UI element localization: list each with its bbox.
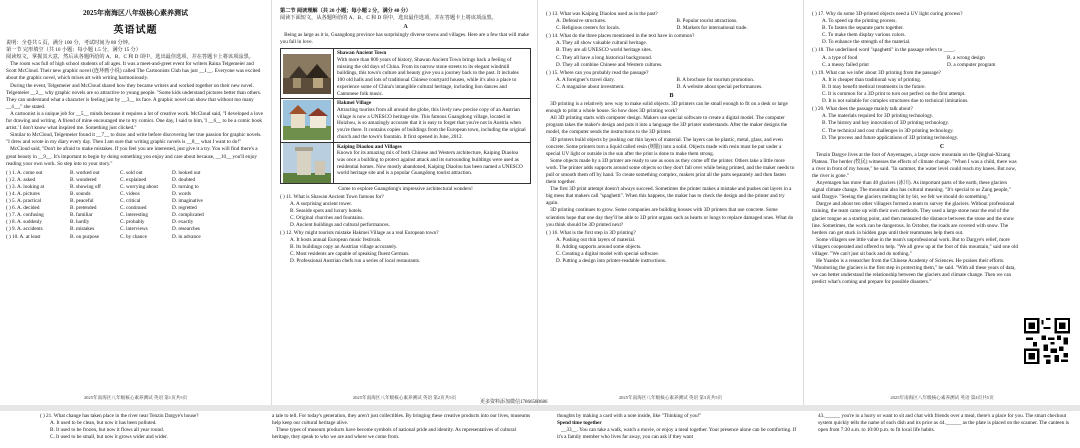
place-row xyxy=(281,49,530,98)
option: C. critical xyxy=(120,198,141,205)
options-grid xyxy=(546,18,797,32)
question xyxy=(546,33,797,68)
paragraph: He Yuanbo is a researcher from the Chinese Academy of Sciences. He praises their efforts. "Monitoring the glaciers is the first step in protecting them," he said. "With all these years of data, we can better understand the relationship between the glaciers and climate change. Then we can predict what's coming and prepare for possible disasters." xyxy=(812,258,1016,286)
option: D. turning to xyxy=(172,183,199,190)
option: D. a computer program xyxy=(947,61,996,68)
subheading: Spend time together xyxy=(557,420,602,427)
option: D. They all combine Chinese and Western cultures. xyxy=(556,61,663,68)
option: B. The history and key innovation of 3D printing technology. xyxy=(822,120,950,127)
page-5-fragment xyxy=(40,413,240,441)
question-stem: ( ) 15. Where can you probably read the passage? xyxy=(546,69,649,76)
option: C. They all have a long historical background. xyxy=(556,54,652,61)
option: C. a messy failed print xyxy=(822,61,869,68)
section-instruction: 阅读下面短文，从各题所给的 A、B、C 和 D 项中，选出最佳选项，并在答题卡上将该项涂黑。 xyxy=(280,15,497,22)
option: C. explained xyxy=(120,176,147,183)
option: B. wondered xyxy=(70,176,97,183)
option: C. Creating a digital model with special software. xyxy=(556,251,660,257)
section-heading: 第二节 阅读理解（共 20 小题；每小题 2 分，满分 40 分） xyxy=(280,8,411,14)
option: C. Original churches and fountains. xyxy=(290,214,364,221)
option: B. sounds xyxy=(70,190,91,197)
instructions xyxy=(6,40,265,61)
paragraph: Dargye and about ten other villagers formed a team to survey the glaciers. Without professional training, the team came up with their own methods. They used a large stone near the end of the glacier tongue as a starting point, and then measured the distance between the stone and the snow line. Sometimes, the work can be dangerous. In October, the roads are covered with snow. The herders can get stuck in hidden gaps until their teammates help them out. xyxy=(812,201,1015,236)
paragraph: A cartoonist is a unique job for __5__ minds because it requires a lot of creative work. McCloud said, "I developed a love for drawing and writing. A friend of mine encouraged me to try comics. One day, I said to him, 'I __6__ to be a comic book artist.' I don't know what inspired me. Something just clicked." xyxy=(6,110,263,132)
option: D. Markets for international trade. xyxy=(676,25,748,32)
contact-footer: 更多资料添加微信17866580686 xyxy=(480,400,548,405)
option: D. Professional Austrian chefs run a series of local restaurants. xyxy=(290,258,421,265)
question xyxy=(280,230,531,265)
question-stem: ( ) 13. What was Kaiping Diaolou used as in the past? xyxy=(546,11,658,17)
option: ( ) 10. A. at least xyxy=(6,233,41,240)
intro: Being as large as it is, Guangdong province has surprisingly diverse towns and villages. Here are a few that will make you fall in love. xyxy=(280,32,529,46)
question xyxy=(546,230,797,265)
paragraph: McCloud said, "Don't be afraid to make mistakes. If you feel you are interested, just give it a try. You will find there's a great beauty in __9__. It's important to begin by doing something you enjoy and care about because, __10__ you'll enjoy reading your own work. So step into to your story." xyxy=(6,146,258,167)
paragraph: Anyemagen has more than 40 glaciers (冰川). As important parts of the earth, these glaciers signal climate change. The mountain also has cultural meaning. "It's special to us Zang people," said Dargye. "Seeing the glaciers melting bit by bit, we felt we should do something." xyxy=(812,180,1011,201)
option: C. continued xyxy=(120,205,147,212)
option: ( ) 1. A. come out xyxy=(6,169,43,176)
option: D. regretted xyxy=(172,205,197,212)
option: ( ) 3. A. looking at xyxy=(6,183,45,190)
qr-code-image xyxy=(1024,318,1070,364)
option: C. It is common for a 3D print to turn out perfect on the first attempt. xyxy=(822,91,966,98)
options-grid xyxy=(546,77,797,91)
option: ( ) 9. A. accidents xyxy=(6,226,43,233)
option: B. To fasten the separate parts together. xyxy=(822,25,904,32)
paragraph: During the event, Telgemeier and McCloud shared how they became writers and worked together on their new novel. Telgemeier __2__ why graphic novels are so attractive to young people. "Some kids understand pictures better than others. They can understand what a character is feeling just by __3__ its face. A graphic novel can show that without too many __4__," she stated. xyxy=(6,82,262,110)
question xyxy=(812,70,1072,105)
option: B. Popular tourist attractions. xyxy=(676,18,738,25)
cloze-options xyxy=(6,170,265,241)
question xyxy=(280,194,531,229)
option: D. complicated xyxy=(172,212,204,219)
option: D. The process and future applications of 3D printing technology. xyxy=(822,134,959,141)
option: A. Pushing out thin layers of material. xyxy=(556,236,636,243)
option: C. It used to be small, but now it grows wider and wider. xyxy=(50,434,168,441)
option: D. To enhance the strength of the material. xyxy=(822,39,911,46)
option: D. Ancient buildings and cultural performances. xyxy=(290,221,390,228)
page-6-fragment xyxy=(272,413,532,441)
option: B. They are all UNESCO world heritage sites. xyxy=(556,47,652,54)
town-photo xyxy=(281,49,334,98)
option: A. The materials required for 3D printing technology. xyxy=(822,113,934,120)
page-8-fragment xyxy=(818,413,1073,434)
village-photo xyxy=(281,99,334,141)
passage-letter: C xyxy=(939,143,945,150)
option: B. It used to be frozen, but now it flows all year round. xyxy=(50,427,164,434)
option: A. They all show valuable cultural heritage. xyxy=(556,40,647,47)
option: ( ) 2. A. asked xyxy=(6,176,36,183)
question-stem: ( ) 18. The underlined word "spaghetti" in the passage refers to ____. xyxy=(812,47,956,54)
option: B. It may benefit medical treatments in the future. xyxy=(822,83,926,90)
exam-page-4 xyxy=(803,0,1080,405)
passage-c xyxy=(812,152,1072,287)
outro: Come to explore Guangdong's impressive architectural wonders! xyxy=(338,185,473,192)
next-pages-strip xyxy=(0,411,1080,448)
paragraph: 3D printers build objects by pushing out thin layers of material. The layers can be plastic, metal, glass, and even concrete. Some printers turn a liquid called resin (树脂) into a solid. Objects made with resin must be put under a special UV light or outside in the sun after the print is done to make them strong. xyxy=(546,136,783,157)
option: C. videos xyxy=(120,190,140,197)
option: C. sold out xyxy=(120,169,143,176)
paragraph: __33__. You can take a walk, watch a movie, or enjoy a meal together. Your presence alone can be comforting. If it's a family member who lives far away, you can ask if they want xyxy=(557,427,797,441)
question xyxy=(812,11,1072,46)
paragraph: Tenzin Dargye lives at the foot of Anyemagen, a large snow mountain on the Qinghai-Xizang Plateau. The herder (牧民) witnesses the effects of climate change. "When I was a child, there was a river in front of my house," he said. "In summer, the water level could reach my knees. But now, the river is gone." xyxy=(812,151,1017,179)
question xyxy=(812,47,1072,68)
place-row xyxy=(281,142,530,183)
option: D. looked out xyxy=(172,169,201,176)
passage-b xyxy=(546,101,797,229)
question-stem: ( ) 16. What is the first step in 3D printing? xyxy=(546,229,636,236)
place-name: Shawan Ancient Town xyxy=(337,50,387,57)
option: A. It is cheaper than traditional way of printing. xyxy=(822,76,922,83)
option: A. It hosts annual European music festivals. xyxy=(290,237,382,244)
cloze-passage xyxy=(6,61,265,167)
places-table xyxy=(280,48,531,183)
place-text: Attracting tourists from all around the globe, this lively new precise copy of an Austrian village is now a UNESCO heritage site. This famous Guangdong village, located in Huizhou, is so amazingly accurate that it is easy to forget that you're not in Austria when you're there. It contains copies of buildings from the European town, including the original church and the town's fountain. It first opened in June, 2012. xyxy=(337,107,526,140)
option: D. doubted xyxy=(172,176,196,183)
option: B. Adding supports around some objects. xyxy=(556,243,642,250)
option: B. worked out xyxy=(70,169,100,176)
instruction-line: 阅读短文，掌握其大意，然后从各题所给的 A、B、C 和 D 项中，选出最佳选项，并在答题卡上将该项涂黑。 xyxy=(6,54,254,61)
paragraph: Some objects made by a 3D printer are ready to use as soon as they come off the printer. Others take a little more work. The printer adds supports around some objects so they don't fall over while being printed, and the maker needs to pull or smooth them off by hand. To create something complex, makers print all the parts separately and then fasten them together. xyxy=(546,157,795,186)
option: A. A foreigner's travel diary. xyxy=(556,76,615,83)
place-name: Hakmei Village xyxy=(337,100,372,107)
page-7-fragment xyxy=(557,413,802,441)
option: B. familiar xyxy=(70,212,93,219)
option: B. pretended xyxy=(70,205,97,212)
option: C. To make them display various colors. xyxy=(822,32,906,39)
place-text: With more than 800 years of history, Shawan Ancient Town brings back a feeling of missing the old days of China. From its narrow stone streets to its elegant windmill buildings, this town's culture and beauty give you a journey back to the past. It includes 100 old halls and lots of traditional Chinese courtyard houses, while it's also a place to experience some of China's intangible cultural heritage, including lion dances and Cantonese folk music. xyxy=(337,57,519,97)
option: C. probably xyxy=(120,219,145,226)
option: B. Its buildings copy an Austrian village accurately. xyxy=(290,244,398,251)
option: D. A website about special performances. xyxy=(676,83,763,90)
question-stem: ( ) 21. What change has taken place in the river near Tenzin Dargye's house? xyxy=(40,413,199,419)
option: C. by chance xyxy=(120,233,147,240)
paragraph: 3D printing continues to grow. Some companies are building houses with 3D printers that use concrete. Some scientists hope that one day they'll be able to 3D print organs such as hearts or lungs to replace damaged ones. What do you think should be 3D printed next? xyxy=(546,207,794,228)
question xyxy=(546,11,797,32)
option: B. hardly xyxy=(70,219,90,226)
paragraph: thoughts by making a card with a note inside, like "Thinking of you!" xyxy=(557,413,702,419)
option: B. mistakes xyxy=(70,226,95,233)
option: A. a type of food xyxy=(822,54,858,61)
question-stem: ( ) 20. What does the passage mainly talk about? xyxy=(812,106,913,113)
option: B. on purpose xyxy=(70,233,99,240)
exam-page-3 xyxy=(537,0,803,405)
place-name: Kaiping Diaolou and Villages xyxy=(337,143,402,150)
option: C. interviews xyxy=(120,226,148,233)
options-grid xyxy=(812,55,1072,69)
instruction-line: 第一节 完形填空（共 10 小题；每小题 1.5 分，满分 15 分） xyxy=(6,47,141,54)
paragraph: a tale to tell. For today's generation, they aren't just collectibles. By bringing these creative products into our lives, museums help keep our cultural heritage alive. xyxy=(272,413,531,427)
paragraph: These types of museum products have become symbols of national pride and identity. As representatives of cultural heritage, they speak to who we are and where we come from. xyxy=(272,427,516,441)
passage-letter: B xyxy=(669,93,674,100)
instruction-line: 说明：全卷共 5 页，满分 100 分，考试时间为 80 分钟。 xyxy=(6,40,134,46)
paragraph: Some villagers see little value in the team's unprofessional work. But to Dargye's relief, more villagers cooperated and offered to help. "We all grew up at the foot of this mountain," said one old villager. "We can't just sit back and do nothing." xyxy=(812,236,1018,257)
question xyxy=(546,70,797,91)
option: B. a wrong design xyxy=(947,54,985,61)
option: D. words xyxy=(172,190,192,197)
exam-page-1 xyxy=(0,0,271,405)
option: C. The technical and cost challenges in 3D printing technology. xyxy=(822,127,954,134)
question-stem: ( ) 17. Why do some 3D-printed objects need a UV light curing process? xyxy=(812,11,963,17)
passage-letter: A xyxy=(403,24,408,31)
option: D. exactly xyxy=(172,219,194,226)
option: D. in advance xyxy=(172,233,201,240)
page-footer: 2025年南海区八年级核心素养测试 英语 第3页共5页 xyxy=(618,395,723,400)
paragraph: All 3D printing starts with computer design. Makers use special software to create a digital model. The computer program takes the maker's design and puts it into a language the 3D printer understands. After the maker designs the model, the computer sends the instructions to the 3D printer. xyxy=(546,115,788,136)
question-stem: ( ) 11. What is Shawan Ancient Town famous for? xyxy=(280,193,384,200)
option: A. A surprising ancient tower. xyxy=(290,200,352,207)
option: ( ) 4. A. pictures xyxy=(6,190,40,197)
option: D. imaginative xyxy=(172,198,203,205)
option: C. Religious centers for locals. xyxy=(556,25,620,32)
exam-page-2 xyxy=(271,0,537,405)
option: A. It used to be clean, but now it has been polluted. xyxy=(50,420,157,427)
page-footer: 2025年南海区八年级核心素养测试 英语 第1页共5页 xyxy=(83,395,188,400)
option: C. worrying about xyxy=(120,183,158,190)
option: B. showing off xyxy=(70,183,101,190)
paragraph: 43.______ you're in a hurry or want to sit and chat with friends over a meal, there's a place for you. The smart checkout system quickly tells the name of each dish and its price as 44.______ as the plate is placed on the scanner. The canteen is open from 7:30 a.m. to 10:00 p.m. to fit local life habits. xyxy=(818,413,1069,434)
page-footer: 2025年南海区八年级核心素养测试 英语 第2页共5页 xyxy=(352,395,457,400)
question-stem: ( ) 19. What can we infer about 3D printing from the passage? xyxy=(812,69,941,76)
option: C. interesting xyxy=(120,212,148,219)
option: B. Seaside spots and luxury hotels. xyxy=(290,207,363,214)
paragraph: Similar to McCloud, Telgemeier found it __7__ to draw and write before discovering her true passion for graphic novels. "I drew and wrote in my diary every day. Then I am sure that writing graphic novels is __8__ what I want to do!" xyxy=(6,132,262,146)
place-row xyxy=(281,98,530,141)
option: A. To speed up the printing process. xyxy=(822,18,897,25)
option: D. Putting a design into printer-readable instructions. xyxy=(556,258,667,265)
page-footer: 2025年南海区八年级核心素养测试 英语 第4页共5页 xyxy=(890,395,994,400)
option: D. researches xyxy=(172,226,200,233)
question-stem: ( ) 12. Why might tourists mistake Hakmei Village as a real European town? xyxy=(280,230,439,237)
question-stem: ( ) 14. What do the three places mentioned in the text have in common? xyxy=(546,33,695,40)
option: C. A magazine about investment. xyxy=(556,83,625,90)
option: ( ) 7. A. confusing xyxy=(6,212,44,219)
option: ( ) 8. A. suddenly xyxy=(6,219,43,226)
question xyxy=(812,106,1072,141)
subject-title: 英语试题 xyxy=(113,25,158,36)
option: C. Most residents are capable of speaking fluent German. xyxy=(290,251,410,258)
option: ( ) 6. A. decided xyxy=(6,205,40,212)
place-text: Known for its amazing mix of both Chinese and Western architecture, Kaiping Diaolou was once a building to protect against attack and its surrounding buildings were used as residential homes. Now mostly abandoned, Kaiping Diaolou has been named a UNESCO world heritage site and is a popular Guangdong tourist attraction. xyxy=(337,150,523,177)
paragraph: The first 3D print attempt doesn't always succeed. Sometimes the printer makes a mistake and pushes out layers in a big mess that makers call "spaghetti". When this happens, the maker has to check the design and the printer and try again. xyxy=(546,186,792,207)
option: D. It is not suitable for complex structures due to technical limitations. xyxy=(822,98,969,105)
exam-title: 2025年南海区八年级核心素养测试 xyxy=(83,9,188,17)
diaolou-photo xyxy=(281,143,334,183)
paragraph: 3D printing is a relatively new way to make solid objects. 3D printers can be small enough to fit on a desk or large enough to print a whole house. So how does 3D printing work? xyxy=(546,101,788,115)
option: B. A brochure for tourism promotion. xyxy=(676,76,755,83)
option: ( ) 5. A. practical xyxy=(6,198,42,205)
paragraph: The room was full of high school students of all ages. It was a meet-and-greet event for writers Raina Telgemeier and Scott McCloud. Their new graphic novel (连环画小说) called The Cartoonists Club has just __1__. Everyone was excited about the graphic novel, which mixes art with writing harmoniously. xyxy=(6,61,261,82)
option: B. peaceful xyxy=(70,198,94,205)
option: A. Defensive structures. xyxy=(556,18,607,25)
